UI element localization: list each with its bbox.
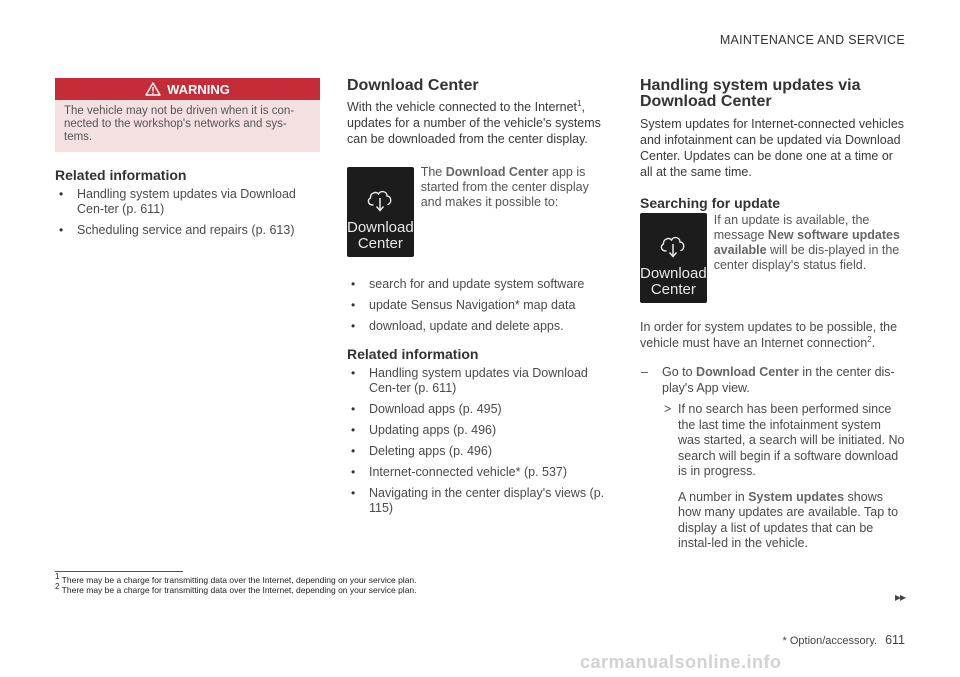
system-updates-heading: Handling system updates via Download Center (640, 77, 861, 110)
step-item: – Go to Download Center in the center dis-play's App view. (641, 365, 895, 395)
related-link[interactable]: • Handling system updates via Download Cen-ter (p. 611) (55, 187, 320, 217)
column-right (640, 78, 906, 552)
related-info-list (55, 187, 320, 238)
download-center-heading: Download Center (347, 77, 479, 94)
app-figure-caption: The Download Center app is started from the center display and makes it possible to: (420, 165, 589, 209)
column-middle (347, 78, 609, 522)
page-footer (783, 633, 906, 647)
tile-label: Download Center (347, 219, 414, 252)
step-dash: – (641, 365, 648, 379)
related-link[interactable]: • Handling system updates via Download Cen-ter (p. 611) (347, 366, 609, 396)
result-marker: > (664, 402, 672, 416)
warning-header (55, 78, 320, 100)
watermark: carmanualsonline.info (580, 652, 782, 672)
related-link[interactable]: • Deleting apps (p. 496) (347, 444, 609, 459)
internet-requirement-text: In order for system updates to be possible, the vehicle must have an Internet connection$^2$. (640, 320, 898, 350)
tile-label: Download Center (640, 265, 707, 298)
cloud-download-icon (365, 188, 395, 214)
list-item: • download, update and delete apps. (347, 319, 609, 334)
app-figure (347, 167, 609, 257)
related-info-heading: Related information (55, 167, 187, 183)
searching-heading: Searching for update (640, 195, 781, 211)
related-link[interactable]: • Updating apps (p. 496) (347, 423, 609, 438)
related-link[interactable]: • Internet-connected vehicle* (p. 537) (347, 465, 609, 480)
warning-text: The vehicle may not be driven when it is con-nected to the workshop's networks and sys-tems. (64, 105, 295, 143)
list-item: • update Sensus Navigation* map data (347, 298, 609, 313)
related-info-list (347, 366, 609, 516)
warning-title: WARNING (167, 81, 230, 97)
warning-triangle-icon (145, 82, 161, 96)
related-link[interactable]: • Navigating in the center display's views (p. 115) (347, 486, 609, 516)
option-note: * Option/accessory. (782, 635, 878, 647)
cloud-download-icon (658, 234, 688, 260)
footnote: $^2$ There may be a charge for transmitting data over the Internet, depending on your service plan. (55, 582, 417, 595)
app-figure (640, 213, 906, 303)
page-number: 611 (885, 633, 905, 647)
warning-box (55, 78, 320, 152)
list-item: • search for and update system software (347, 277, 609, 292)
related-info-heading: Related information (347, 346, 479, 362)
section-header: MAINTENANCE AND SERVICE (719, 33, 905, 47)
app-figure-caption: If an update is available, the message New software updates available will be dis-played in the center display's status field. (713, 213, 900, 272)
download-center-app-tile[interactable] (640, 213, 707, 303)
related-link[interactable]: • Scheduling service and repairs (p. 613) (55, 223, 320, 238)
footnote: $^1$ There may be a charge for transmitting data over the Internet, depending on your service plan. (55, 572, 417, 585)
capabilities-list (347, 277, 609, 334)
step-result: > If no search has been performed since the last time the infotainment system was started, a search will be initiated. No search will begin if a software download is in progress. (664, 402, 905, 478)
download-center-app-tile[interactable] (347, 167, 414, 257)
footnotes (55, 571, 455, 595)
step-result-detail: A number in System updates shows how many updates are available. Tap to display a list of updates that can be instal-led in the vehicle. (678, 489, 899, 550)
next-page-icon[interactable]: ▸▸ (894, 590, 905, 604)
column-left (55, 78, 320, 244)
system-updates-intro: System updates for Internet-connected vehicles and infotainment can be updated via Download Center. Updates can be done one at a time or all at the same time. (640, 117, 905, 179)
related-link[interactable]: • Download apps (p. 495) (347, 402, 609, 417)
footnote-rule (55, 571, 183, 572)
download-center-intro: With the vehicle connected to the Internet$^1$, updates for a number of the vehicle's systems can be downloaded from the center display. (347, 98, 601, 146)
